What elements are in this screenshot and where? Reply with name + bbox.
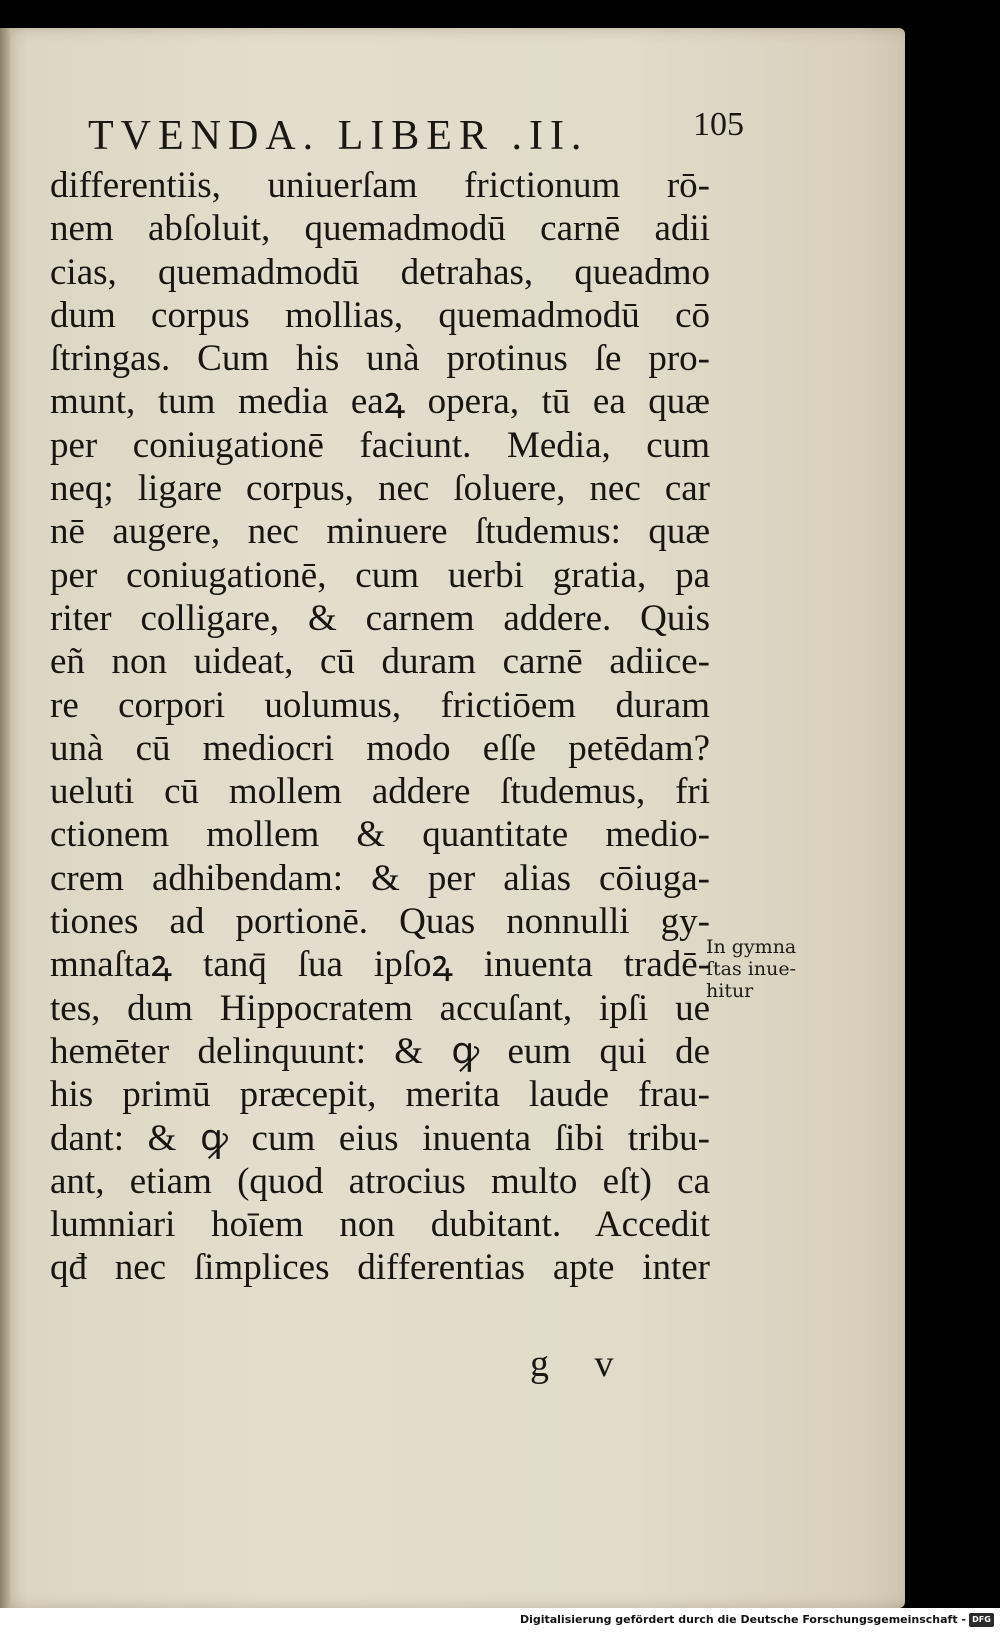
marginal-note bbox=[706, 936, 836, 1002]
text-line: ſtringas. Cum his unà protinus ſe pro- bbox=[50, 338, 710, 380]
running-head: TVENDA. LIBER .II. bbox=[88, 113, 589, 159]
page-gutter-edge bbox=[0, 28, 10, 1608]
text-line: munt, tum media eaꝝ opera, tū ea quæ bbox=[50, 381, 710, 423]
text-line: tiones ad portionē. Quas nonnulli gy- bbox=[50, 901, 710, 943]
marginal-note-line: ſtas inue- bbox=[706, 958, 796, 980]
text-line: qđ nec ſimplices differentias apte inter bbox=[50, 1247, 710, 1289]
text-line: differentiis, uniuerſam frictionum rō- bbox=[50, 165, 710, 206]
text-line: eñ non uideat, cū duram carnē adiice- bbox=[50, 641, 710, 683]
text-line: hemēter delinquunt: & ꝙ eum qui de bbox=[50, 1030, 710, 1072]
text-line: dum corpus mollias, quemadmodū cō bbox=[50, 294, 710, 336]
text-line: lumniari hoīem non dubitant. Accedit bbox=[50, 1204, 710, 1246]
page-number: 105 bbox=[693, 106, 744, 143]
text-line: neq; ligare corpus, nec ſoluere, nec car bbox=[50, 468, 710, 510]
text-block bbox=[50, 164, 710, 1290]
text-line: his primū præcepit, merita laude frau- bbox=[50, 1074, 710, 1116]
text-line: ctionem mollem & quantitate medio- bbox=[50, 814, 710, 856]
text-line: nē augere, nec minuere ſtudemus: quæ bbox=[50, 511, 710, 553]
text-line: mnaſtaꝝ tanq̄ ſua ipſoꝝ inuenta tradē- bbox=[50, 944, 710, 986]
text-line: re corpori uolumus, frictiōem duram bbox=[50, 684, 710, 726]
funding-credit: Digitalisierung gefördert durch die Deutsche Forschungsgemeinschaft - bbox=[519, 1613, 966, 1626]
text-line: per coniugationē faciunt. Media, cum bbox=[50, 424, 710, 466]
text-line: tes, dum Hippocratem accuſant, ipſi ue bbox=[50, 987, 710, 1029]
text-line: unà cū mediocri modo eſſe petēdam? bbox=[50, 727, 710, 769]
text-line: riter colligare, & carnem addere. Quis bbox=[50, 597, 710, 639]
dfg-logo: DFG bbox=[969, 1613, 994, 1627]
text-line: dant: & ꝙ cum eius inuenta ſibi tribu- bbox=[50, 1117, 710, 1159]
marginal-note-line: hitur bbox=[706, 980, 754, 1002]
text-line: nem abſoluit, quemadmodū carnē adii bbox=[50, 208, 710, 250]
signature-mark: g v bbox=[530, 1343, 632, 1385]
text-line: per coniugationē, cum uerbi gratia, pa bbox=[50, 554, 710, 596]
marginal-note-line: In gymna bbox=[706, 936, 797, 958]
text-line: ant, etiam (quod atrocius multo eſt) ca bbox=[50, 1160, 710, 1202]
text-line: ueluti cū mollem addere ſtudemus, fri bbox=[50, 771, 710, 813]
digitization-footer bbox=[0, 1608, 1000, 1635]
text-line: crem adhibendam: & per alias cōiuga- bbox=[50, 857, 710, 899]
text-line: cias, quemadmodū detrahas, queadmo bbox=[50, 251, 710, 293]
